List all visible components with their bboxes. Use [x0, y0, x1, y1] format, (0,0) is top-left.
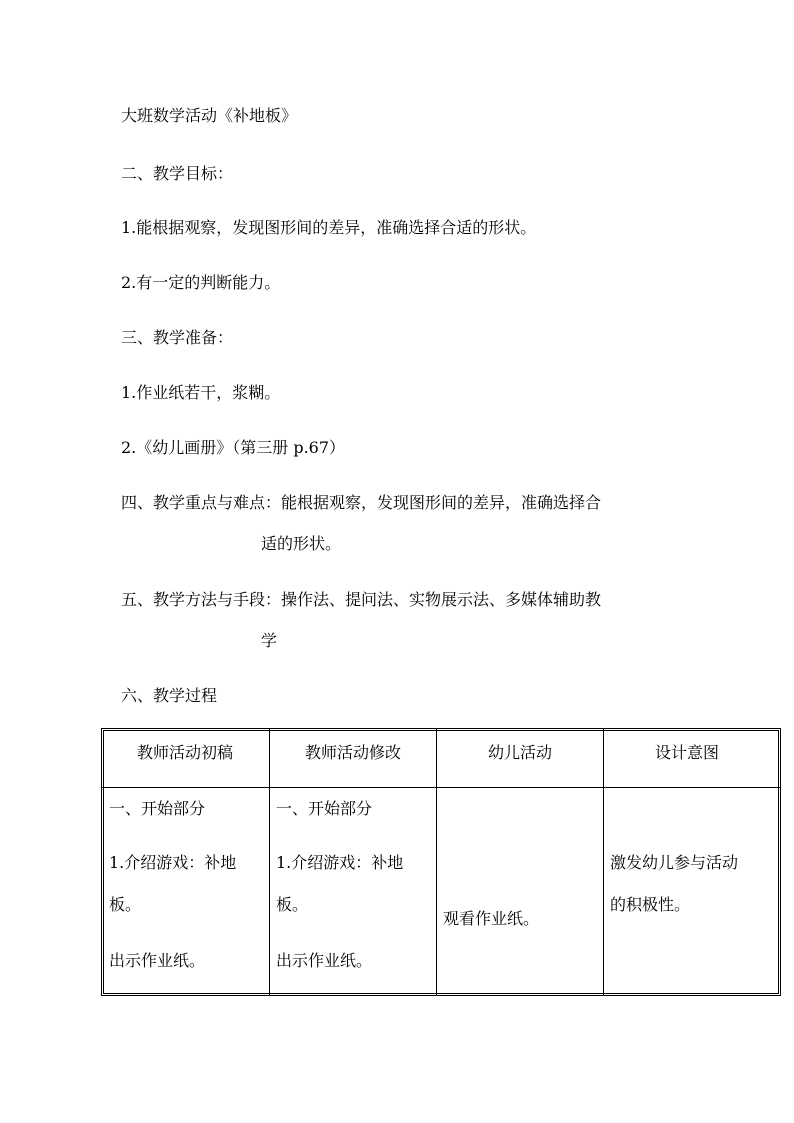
table-header-design-intent: 设计意图	[654, 743, 719, 762]
prep-item-2: 2.《幼儿画册》（第三册 p.67）	[121, 438, 346, 457]
prep-item-1: 1.作业纸若干，浆糊。	[121, 383, 281, 402]
table-header-divider	[102, 787, 780, 788]
design-intent-line-2: 的积极性。	[610, 895, 691, 914]
revised-line-2: 1.介绍游戏：补地	[276, 853, 404, 872]
draft-line-3: 板。	[109, 895, 142, 914]
table-col-divider-2	[436, 729, 437, 995]
revised-line-1: 一、开始部分	[276, 799, 373, 818]
revised-line-4: 出示作业纸。	[276, 951, 373, 970]
key-points-line-1: 四、教学重点与难点：能根据观察，发现图形间的差异，准确选择合	[121, 493, 602, 512]
table-header-draft: 教师活动初稿	[136, 743, 233, 762]
table-col-divider-3	[603, 729, 604, 995]
process-table	[101, 728, 781, 996]
draft-line-1: 一、开始部分	[109, 799, 206, 818]
table-header-child-activity: 幼儿活动	[487, 743, 552, 762]
draft-line-4: 出示作业纸。	[109, 951, 206, 970]
methods-line-2: 学	[261, 631, 278, 650]
goal-item-1: 1.能根据观察，发现图形间的差异，准确选择合适的形状。	[121, 218, 537, 237]
child-activity-line-1: 观看作业纸。	[443, 909, 540, 928]
table-header-revised: 教师活动修改	[304, 743, 401, 762]
goals-heading: 二、教学目标：	[121, 164, 234, 183]
goal-item-2: 2.有一定的判断能力。	[121, 273, 281, 292]
table-col-divider-1	[269, 729, 270, 995]
design-intent-line-1: 激发幼儿参与活动	[610, 853, 739, 872]
revised-line-3: 板。	[276, 895, 309, 914]
prep-heading: 三、教学准备：	[121, 328, 234, 347]
draft-line-2: 1.介绍游戏：补地	[109, 853, 237, 872]
key-points-line-2: 适的形状。	[261, 534, 342, 553]
process-heading: 六、教学过程	[121, 686, 218, 705]
methods-line-1: 五、教学方法与手段：操作法、提问法、实物展示法、多媒体辅助教	[121, 590, 602, 609]
document-title: 大班数学活动《补地板》	[121, 106, 298, 125]
